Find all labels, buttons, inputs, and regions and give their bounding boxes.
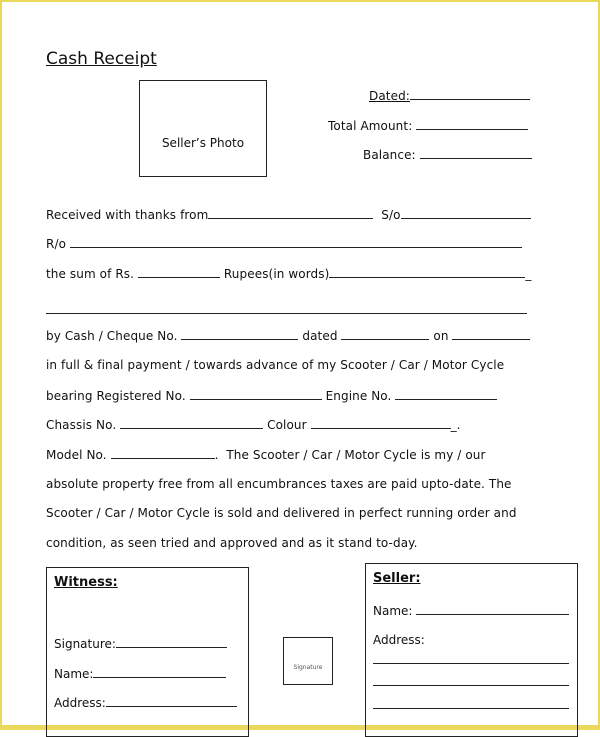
dated-label-2: dated — [302, 329, 338, 343]
ownership-paragraph-3: condition, as seen tried and approved and as it stand to-day. — [46, 536, 418, 550]
seller-name-label: Name: — [373, 604, 413, 618]
cheque-dated-blank[interactable] — [341, 328, 429, 340]
sum-line — [46, 266, 532, 281]
total-amount-blank[interactable] — [416, 118, 528, 130]
chassis-label: Chassis No. — [46, 418, 117, 432]
balance-blank[interactable] — [420, 147, 532, 159]
seller-address-line-2[interactable] — [373, 685, 569, 686]
registered-line — [46, 388, 497, 403]
balance-label: Balance: — [363, 148, 416, 162]
frame-border-left — [0, 0, 2, 730]
ownership-paragraph-1: absolute property free from all encumbrances taxes are paid upto-date. The — [46, 477, 512, 491]
colour-label: Colour — [267, 418, 307, 432]
colour-tail: _. — [450, 418, 461, 432]
sum-label: the sum of Rs. — [46, 267, 135, 281]
witness-signature-blank[interactable] — [116, 636, 227, 648]
model-label: Model No. — [46, 448, 107, 462]
seller-photo-box[interactable] — [139, 80, 267, 177]
words-blank[interactable] — [329, 266, 525, 278]
so-blank[interactable] — [401, 207, 531, 219]
dated-blank[interactable] — [410, 88, 530, 100]
colour-blank[interactable] — [311, 417, 451, 429]
sum-blank[interactable] — [138, 266, 220, 278]
engine-no-blank[interactable] — [395, 388, 497, 400]
signature-box-label: Signature — [293, 664, 323, 671]
cash-label: by Cash / Cheque No. — [46, 329, 178, 343]
seller-name-blank[interactable] — [416, 603, 569, 615]
witness-name-blank[interactable] — [93, 666, 226, 678]
total-amount-field — [328, 118, 528, 133]
witness-title: Witness: — [54, 575, 118, 590]
amount-words-rule — [46, 313, 527, 314]
ro-line — [46, 236, 522, 251]
chassis-no-blank[interactable] — [120, 417, 263, 429]
total-amount-label: Total Amount: — [328, 119, 413, 133]
words-tail: _ — [525, 267, 532, 281]
received-label: Received with thanks from — [46, 208, 209, 222]
chassis-line — [46, 417, 461, 432]
words-label: Rupees(in words) — [223, 267, 330, 281]
seller-title: Seller: — [373, 571, 421, 586]
received-line — [46, 207, 531, 222]
frame-border-top — [0, 0, 600, 2]
seller-name-field — [373, 603, 569, 618]
balance-field — [363, 147, 532, 162]
ownership-paragraph-2: Scooter / Car / Motor Cycle is sold and delivered in perfect running order and — [46, 506, 517, 520]
ro-blank[interactable] — [70, 236, 522, 248]
model-line: Model No. . The Scooter / Car / Motor Cycle is my / our — [46, 448, 486, 462]
seller-box — [365, 563, 578, 737]
witness-box — [46, 567, 249, 737]
regd-label: bearing Registered No. — [46, 389, 186, 403]
regd-no-blank[interactable] — [190, 388, 322, 400]
witness-address-field — [54, 695, 237, 710]
received-from-blank[interactable] — [208, 207, 373, 219]
witness-address-label: Address: — [54, 696, 106, 710]
cheque-on-blank[interactable] — [452, 328, 530, 340]
seller-address-label: Address: — [373, 633, 425, 647]
cheque-no-blank[interactable] — [181, 328, 298, 340]
witness-name-field — [54, 666, 226, 681]
seller-address-line-1[interactable] — [373, 663, 569, 664]
model-text: The Scooter / Car / Motor Cycle is my / our — [226, 448, 486, 462]
seller-address-line-3[interactable] — [373, 708, 569, 709]
signature-box[interactable] — [283, 637, 333, 685]
page-title: Cash Receipt — [46, 49, 157, 69]
payment-line: in full & final payment / towards advance of my Scooter / Car / Motor Cycle — [46, 358, 505, 372]
on-label: on — [433, 329, 449, 343]
witness-signature-field — [54, 636, 227, 651]
cash-line — [46, 328, 530, 343]
ro-label: R/o — [46, 237, 67, 251]
witness-address-blank[interactable] — [106, 695, 237, 707]
so-label: S/o — [381, 208, 401, 222]
engine-label: Engine No. — [325, 389, 392, 403]
witness-name-label: Name: — [54, 667, 94, 681]
seller-photo-label: Seller’s Photo — [161, 136, 245, 150]
model-no-blank[interactable] — [111, 447, 215, 459]
witness-signature-label: Signature: — [54, 637, 116, 651]
dated-label: Dated: — [369, 89, 410, 103]
dated-field — [369, 88, 530, 103]
